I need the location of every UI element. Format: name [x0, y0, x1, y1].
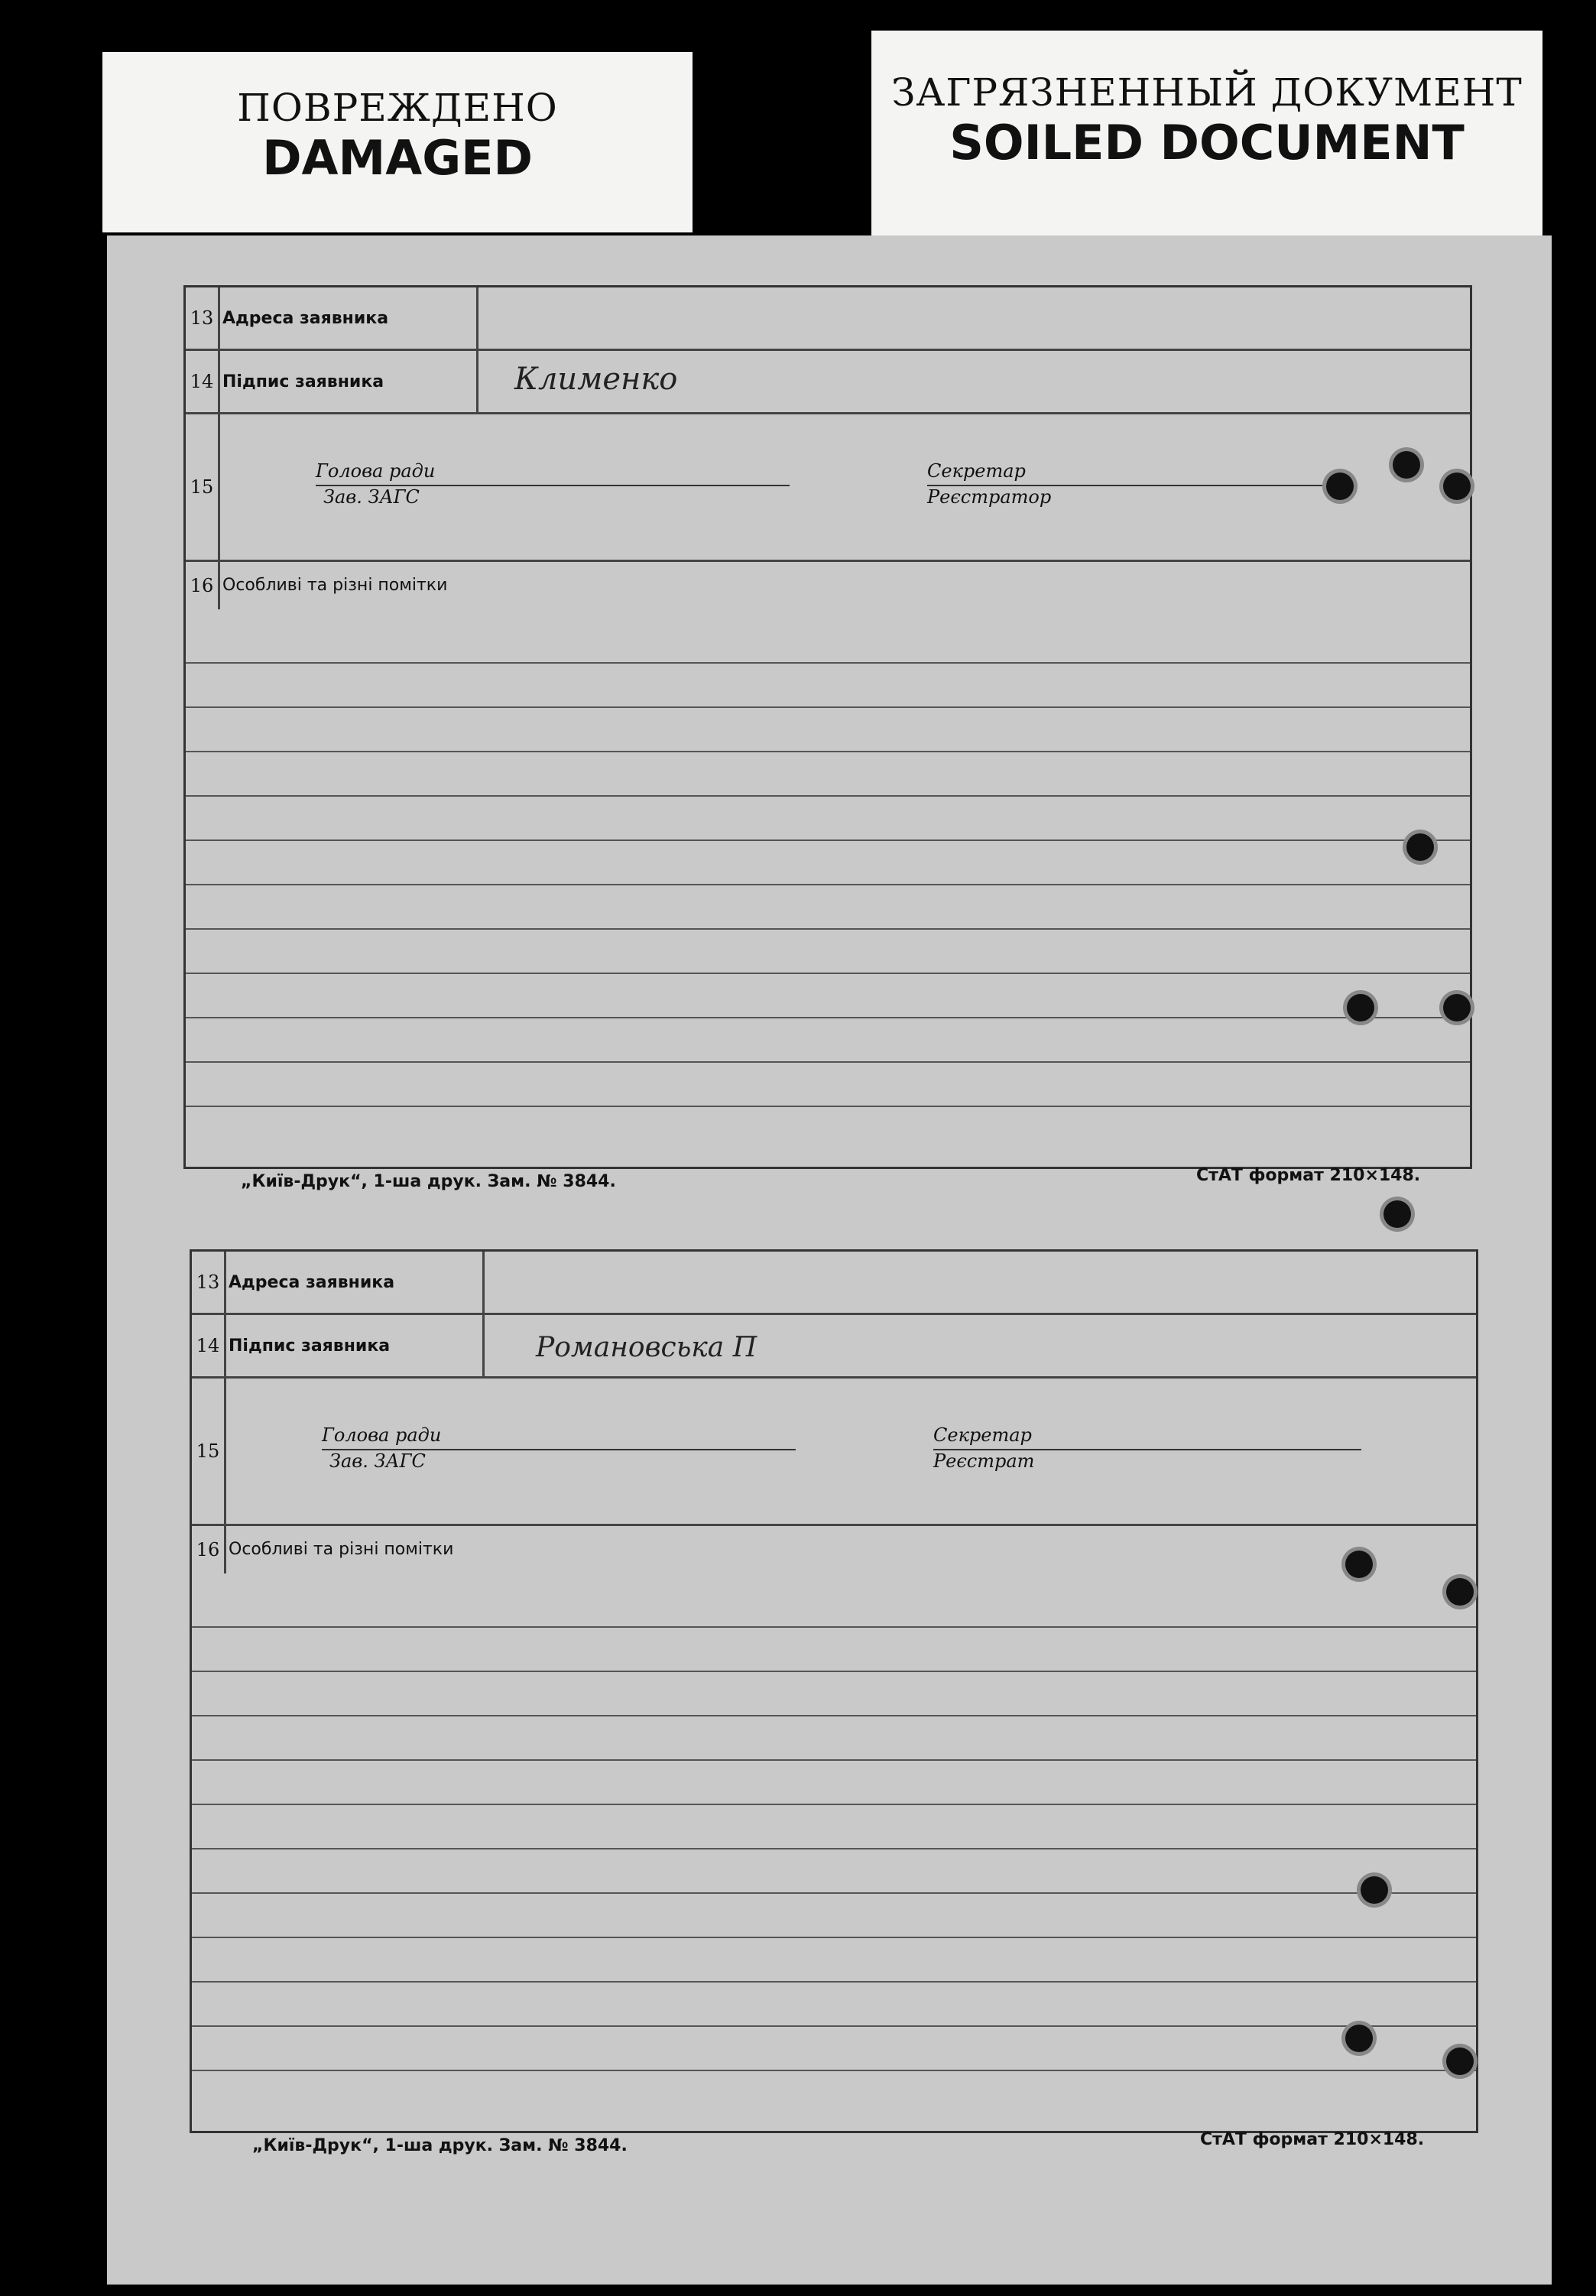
remarks-line — [192, 1671, 1476, 1672]
applicant-signature: Клименко — [514, 362, 678, 397]
address-label: Адреса заявника — [229, 1273, 395, 1292]
council-head-label: Голова ради — [316, 460, 436, 482]
row-number: 16 — [192, 1526, 226, 1573]
damage-hole — [1345, 2025, 1373, 2052]
format-footer: СтАТ формат 210×148. — [1196, 1166, 1421, 1185]
remarks-line — [186, 795, 1470, 797]
column-divider — [476, 351, 478, 412]
damaged-label — [102, 52, 693, 232]
row-16 — [186, 562, 1470, 609]
damage-hole — [1443, 473, 1471, 500]
soiled-label-en: SOILED DOCUMENT — [949, 115, 1465, 170]
address-label: Адреса заявника — [222, 309, 389, 328]
remarks-line — [192, 1715, 1476, 1716]
printer-footer: „Київ-Друк“, 1-ша друк. Зам. № 3844. — [252, 2136, 628, 2155]
column-divider — [482, 1315, 485, 1376]
damage-hole — [1361, 1876, 1388, 1904]
row-number: 15 — [192, 1379, 226, 1524]
damage-hole — [1406, 833, 1434, 861]
secretary-label: Секретар — [927, 460, 1026, 482]
format-footer: СтАТ формат 210×148. — [1200, 2130, 1425, 2149]
damage-hole — [1393, 451, 1420, 479]
remarks-line — [186, 928, 1470, 930]
damage-hole — [1347, 994, 1374, 1021]
soiled-label-ru: ЗАГРЯЗНЕННЫЙ ДОКУМЕНТ — [891, 70, 1523, 115]
soiled-label — [871, 31, 1542, 245]
remarks-line — [192, 1626, 1476, 1628]
applicant-signature: Романовська П — [536, 1332, 757, 1363]
signature-label: Підпис заявника — [222, 372, 384, 391]
registry-head-label: Зав. ЗАГС — [323, 486, 420, 508]
row-number: 16 — [186, 562, 220, 609]
damage-hole — [1326, 473, 1354, 500]
signature-label: Підпис заявника — [229, 1336, 391, 1356]
printer-footer: „Київ-Друк“, 1-ша друк. Зам. № 3844. — [241, 1172, 616, 1191]
row-15 — [186, 414, 1470, 562]
remarks-label: Особливі та різні помітки — [229, 1540, 454, 1559]
remarks-line — [192, 2070, 1476, 2071]
registry-head-label: Зав. ЗАГС — [329, 1450, 426, 1472]
registrar-label: Реєстратор — [927, 486, 1052, 508]
row-number: 13 — [186, 287, 220, 349]
row-14 — [186, 351, 1470, 414]
row-14 — [192, 1315, 1476, 1379]
column-divider — [476, 287, 478, 349]
remarks-line — [186, 1106, 1470, 1107]
council-head-label: Голова ради — [322, 1424, 442, 1446]
row-13 — [186, 287, 1470, 351]
row-15 — [192, 1379, 1476, 1526]
remarks-line — [186, 1017, 1470, 1018]
document-page — [107, 235, 1552, 2285]
damaged-label-en: DAMAGED — [262, 130, 533, 186]
remarks-line — [186, 751, 1470, 752]
remarks-line — [186, 973, 1470, 974]
remarks-line — [192, 1937, 1476, 1938]
row-number: 13 — [192, 1252, 226, 1313]
row-number: 14 — [192, 1315, 226, 1376]
damage-hole — [1443, 994, 1471, 1021]
row-13 — [192, 1252, 1476, 1315]
secretary-label: Секретар — [933, 1424, 1032, 1446]
form-2 — [190, 1249, 1478, 2133]
remarks-line — [186, 1061, 1470, 1063]
damage-hole — [1446, 2048, 1474, 2075]
row-number: 14 — [186, 351, 220, 412]
remarks-line — [192, 1804, 1476, 1805]
damaged-label-ru: ПОВРЕЖДЕНО — [237, 86, 558, 130]
remarks-line — [192, 2025, 1476, 2027]
row-number: 15 — [186, 414, 220, 560]
row-16 — [192, 1526, 1476, 1573]
remarks-line — [192, 1892, 1476, 1894]
remarks-line — [186, 839, 1470, 841]
remarks-line — [192, 1981, 1476, 1983]
damage-hole — [1446, 1578, 1474, 1606]
remarks-line — [186, 662, 1470, 664]
form-1 — [183, 285, 1472, 1169]
remarks-line — [192, 1759, 1476, 1761]
column-divider — [482, 1252, 485, 1313]
remarks-line — [186, 706, 1470, 708]
remarks-line — [186, 884, 1470, 885]
remarks-line — [192, 1848, 1476, 1849]
remarks-label: Особливі та різні помітки — [222, 576, 448, 595]
registrar-label: Реєстрат — [933, 1450, 1035, 1472]
damage-hole — [1384, 1200, 1411, 1228]
damage-hole — [1345, 1551, 1373, 1578]
